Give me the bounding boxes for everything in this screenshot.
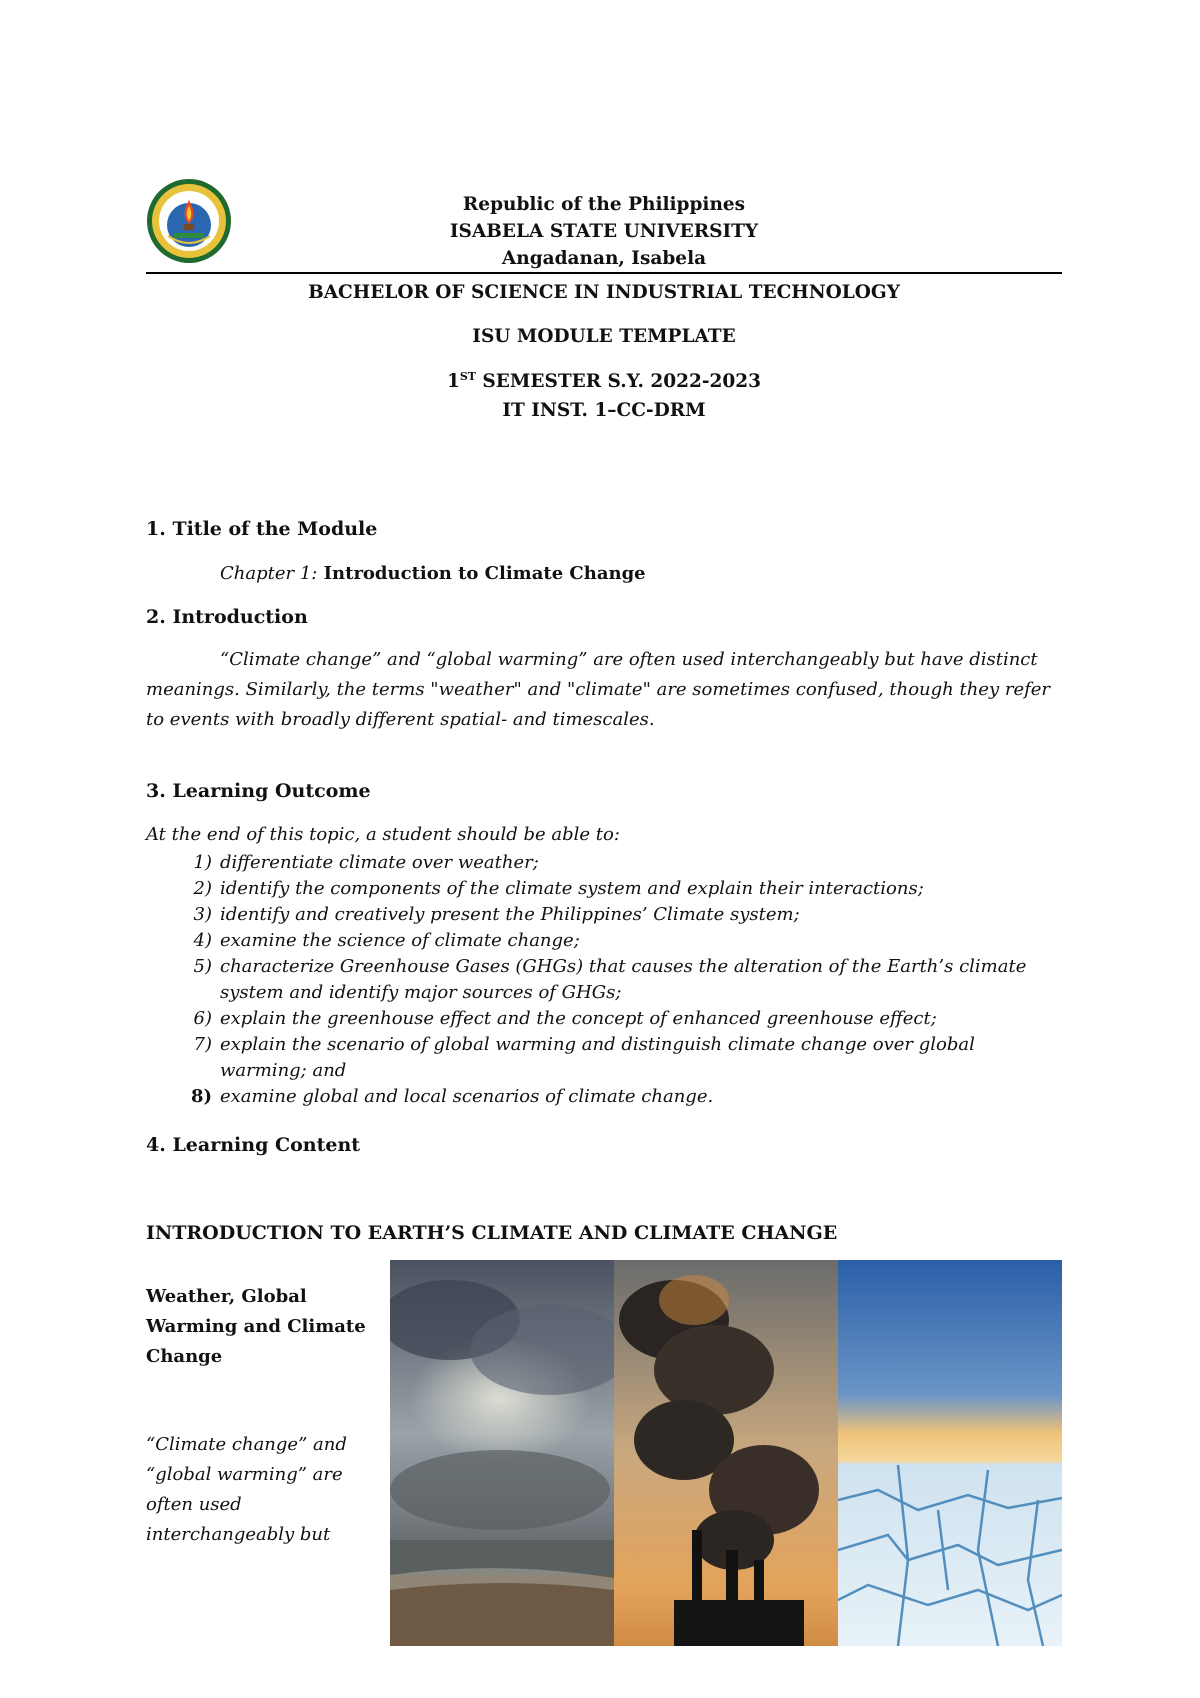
section-learning-content: 4. Learning Content [146,1134,361,1156]
section-introduction: 2. Introduction [146,606,308,628]
list-item: 5) characterize Greenhouse Gases (GHGs) that causes the alteration of the Earth’s climate system and identify major sources of GHGs; [193,956,1027,1003]
side-text-2: “global warming” are [146,1464,343,1485]
subheading-warming: Warming and Climate [146,1316,366,1337]
chapter-name: Introduction to Climate Change [317,563,646,584]
intro-line-1: “Climate change” and “global warming” are often used interchangeably but have distinct [220,649,1038,670]
smokestack-pollution-photo [614,1260,838,1646]
melting-sea-ice-photo [838,1260,1062,1646]
section-learning-outcome: 3. Learning Outcome [146,780,371,802]
semester-text: SEMESTER S.Y. 2022-2023 [475,371,762,393]
list-item: 7) explain the scenario of global warming and distinguish climate change over global warming; and [193,1034,975,1081]
semester-superscript: ST [459,370,476,383]
subheading-weather: Weather, Global [146,1286,307,1307]
header-republic: Republic of the Philippines [462,194,746,215]
course-code: IT INST. 1–CC-DRM [502,400,706,421]
climate-photo-collage [390,1260,1062,1646]
header-university: ISABELA STATE UNIVERSITY [449,221,759,242]
header-campus: Angadanan, Isabela [501,248,707,269]
semester-line [146,370,1062,392]
side-text-4: interchangeably but [146,1524,331,1545]
list-item: 3) identify and creatively present the Philippines’ Climate system; [193,904,800,925]
section-title-module: 1. Title of the Module [146,518,378,540]
side-text-3: often used [146,1494,242,1515]
header-divider [146,272,1062,274]
intro-line-2: meanings. Similarly, the terms "weather" and "climate" are sometimes confused, though they refer [146,679,1051,700]
list-item: 1) differentiate climate over weather; [193,852,539,873]
subheading-change: Change [146,1346,223,1367]
template-title: ISU MODULE TEMPLATE [472,326,736,347]
chapter-label: Chapter 1: [220,563,318,584]
storm-clouds-photo [390,1260,614,1646]
list-item: 4) examine the science of climate change; [193,930,580,951]
chapter-title [220,559,646,589]
list-item: 8) examine global and local scenarios of climate change. [190,1086,714,1107]
list-item: 6) explain the greenhouse effect and the concept of enhanced greenhouse effect; [193,1008,937,1029]
side-text-1: “Climate change” and [146,1434,347,1455]
intro-line-3: to events with broadly different spatial- and timescales. [146,709,655,730]
semester-number: 1 [446,371,460,393]
list-item: 2) identify the components of the climate system and explain their interactions; [193,878,924,899]
program-title: BACHELOR OF SCIENCE IN INDUSTRIAL TECHNOLOGY [308,282,900,303]
outcome-lead: At the end of this topic, a student should be able to: [146,824,620,845]
content-title: INTRODUCTION TO EARTH’S CLIMATE AND CLIMATE CHANGE [146,1222,838,1244]
outcome-list [146,850,1046,1110]
